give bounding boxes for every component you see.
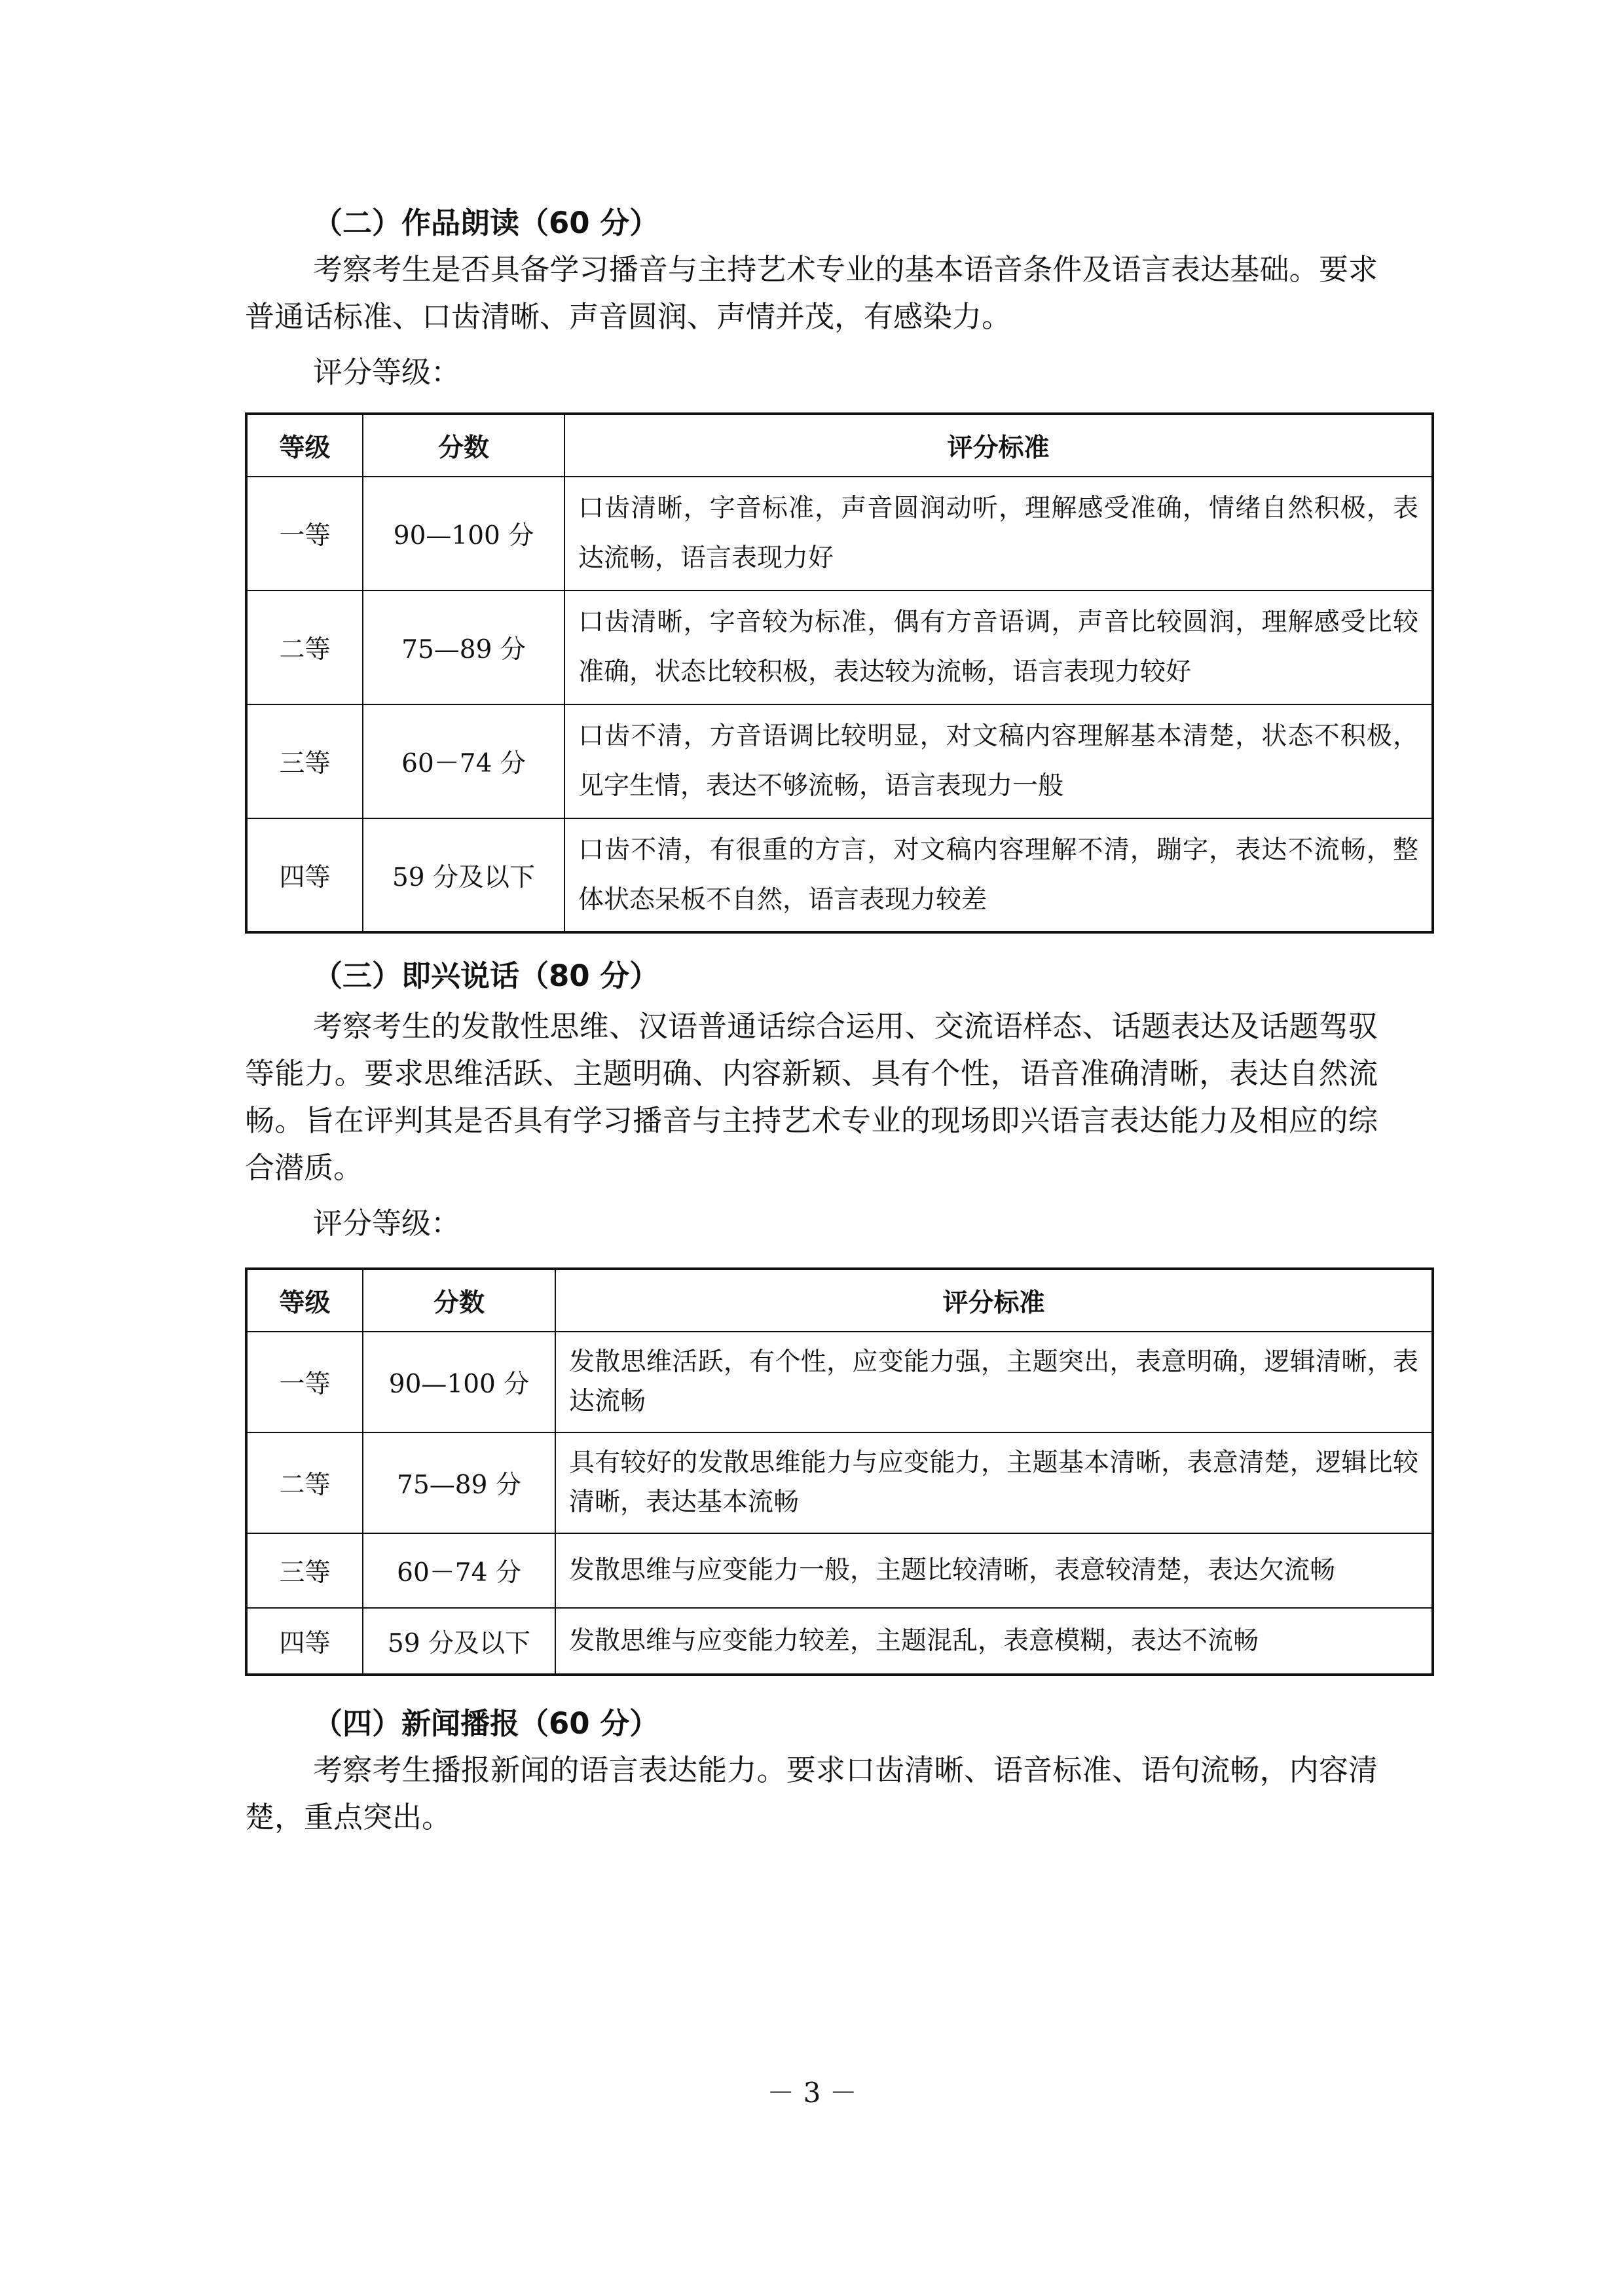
criteria-cell: 口齿不清，方音语调比较明显，对文稿内容理解基本清楚，状态不积极，见字生情，表达不够流畅，语言表现力一般 [564,704,1433,818]
header-grade: 等级 [246,1269,363,1332]
grading-table-reading [245,412,1434,934]
score-cell: 90—100 分 [363,1332,555,1432]
section-paragraph: 考察考生播报新闻的语言表达能力。要求口齿清晰、语音标准、语句流畅，内容清楚，重点突出。 [245,1753,1378,1834]
score-cell: 60－74 分 [363,704,564,818]
score-cell: 90—100 分 [363,477,564,591]
score-cell: 59 分及以下 [363,818,564,932]
section-paragraph: 考察考生是否具备学习播音与主持艺术专业的基本语音条件及语言表达基础。要求普通话标准、口齿清晰、声音圆润、声情并茂，有感染力。 [245,252,1378,334]
header-grade: 等级 [246,414,363,477]
score-cell: 59 分及以下 [363,1608,555,1675]
criteria-cell: 口齿清晰，字音较为标准，偶有方音语调，声音比较圆润，理解感受比较准确，状态比较积极，表达较为流畅，语言表现力较好 [564,591,1433,704]
table-label: 评分等级： [313,1206,461,1241]
table-row [246,477,1433,591]
table-row [246,1332,1433,1432]
header-score: 分数 [363,1269,555,1332]
grade-cell: 一等 [246,477,363,591]
grade-cell: 一等 [246,1332,363,1432]
table-row [246,591,1433,704]
table-row [246,818,1433,932]
score-cell: 75—89 分 [363,1432,555,1533]
section-heading: （二）作品朗读（60 分） [313,206,659,240]
header-criteria: 评分标准 [564,414,1433,477]
table-row [246,704,1433,818]
table-header-row [246,414,1433,477]
grading-table-impromptu [245,1267,1434,1676]
criteria-cell: 发散思维活跃，有个性，应变能力强，主题突出，表意明确，逻辑清晰，表达流畅 [555,1332,1433,1432]
section-paragraph: 考察考生的发散性思维、汉语普通话综合运用、交流语样态、话题表达及话题驾驭等能力。要求思维活跃、主题明确、内容新颖、具有个性，语音准确清晰，表达自然流畅。旨在评判其是否具有学习播音与主持艺术专业的现场即兴语言表达能力及相应的综合潜质。 [245,1009,1378,1185]
table-row [246,1608,1433,1675]
page-number: － 3 － [767,2077,857,2109]
table-row [246,1533,1433,1608]
criteria-cell: 口齿清晰，字音标准，声音圆润动听，理解感受准确，情绪自然积极，表达流畅，语言表现力好 [564,477,1433,591]
criteria-cell: 具有较好的发散思维能力与应变能力，主题基本清晰，表意清楚，逻辑比较清晰，表达基本流畅 [555,1432,1433,1533]
grade-cell: 三等 [246,704,363,818]
section-heading: （三）即兴说话（80 分） [313,958,659,993]
table-label: 评分等级： [313,355,461,390]
grade-cell: 二等 [246,591,363,704]
grade-cell: 四等 [246,1608,363,1675]
criteria-cell: 发散思维与应变能力较差，主题混乱，表意模糊，表达不流畅 [555,1608,1433,1675]
header-criteria: 评分标准 [555,1269,1433,1332]
table-row [246,1432,1433,1533]
section-heading: （四）新闻播报（60 分） [313,1706,659,1741]
grade-cell: 二等 [246,1432,363,1533]
table-header-row [246,1269,1433,1332]
header-score: 分数 [363,414,564,477]
grade-cell: 四等 [246,818,363,932]
grade-cell: 三等 [246,1533,363,1608]
score-cell: 60－74 分 [363,1533,555,1608]
score-cell: 75—89 分 [363,591,564,704]
criteria-cell: 口齿不清，有很重的方言，对文稿内容理解不清，蹦字，表达不流畅，整体状态呆板不自然，语言表现力较差 [564,818,1433,932]
criteria-cell: 发散思维与应变能力一般，主题比较清晰，表意较清楚，表达欠流畅 [555,1533,1433,1608]
